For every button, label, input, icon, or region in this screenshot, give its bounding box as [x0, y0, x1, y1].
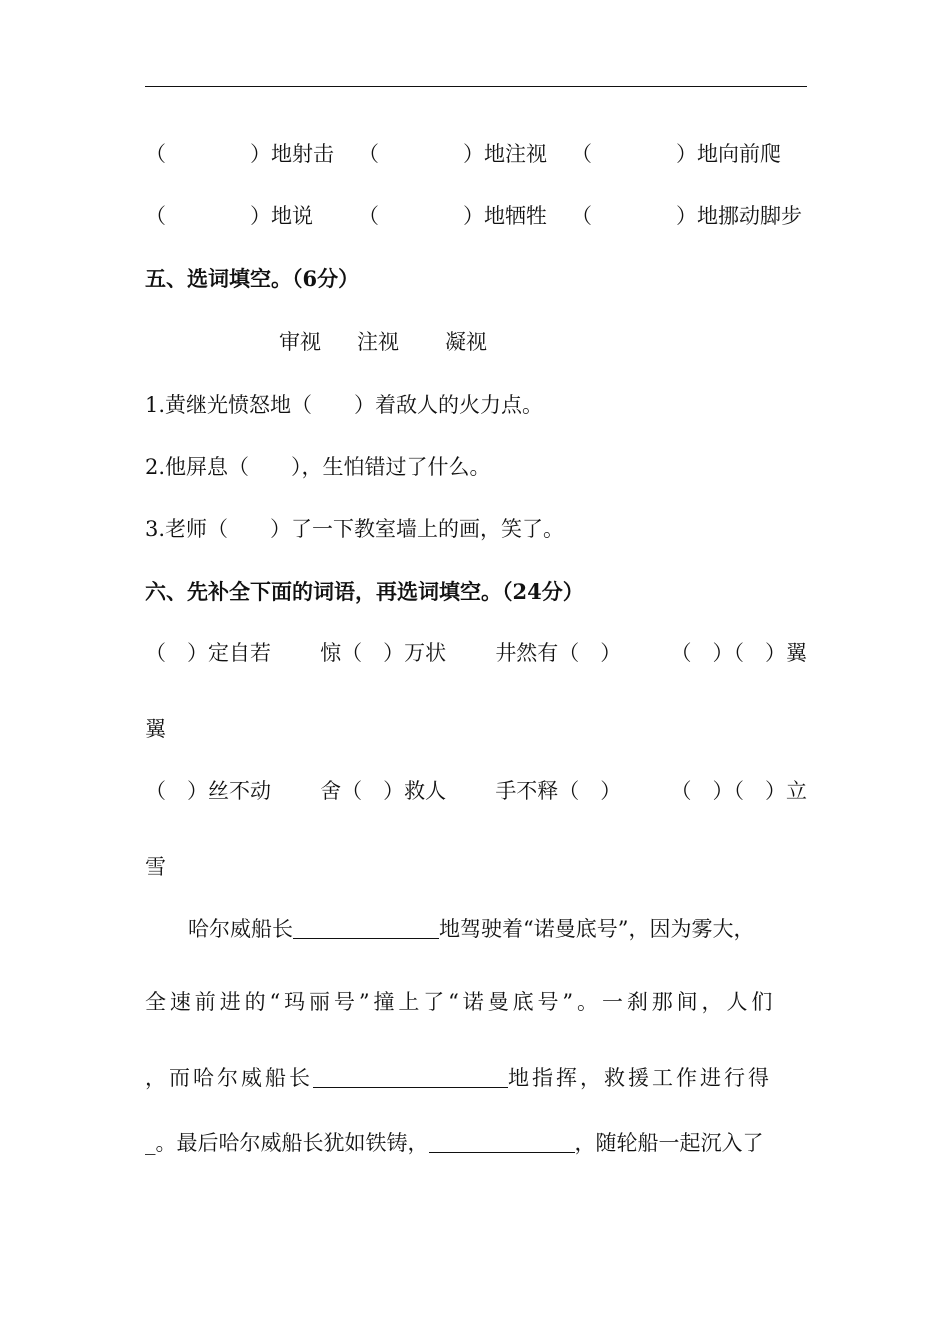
question-text: 1.黄继光愤怒地（ ）着敌人的火力点。 [145, 393, 544, 417]
word-wrap: 雪 [145, 855, 166, 879]
passage-line: 哈尔威船长 地驾驶着“诺曼底号”，因为雾大， [188, 917, 755, 941]
passage-line: ，而哈尔威船长 地指挥，救援工作进行得 [145, 1066, 772, 1090]
answer-blank[interactable] [293, 916, 439, 939]
section-title: 五、选词填空。（6分） [145, 266, 360, 291]
word-item: 井然有（ ） [495, 641, 622, 665]
word-row [145, 775, 807, 805]
word-item: 手不释（ ） [495, 779, 622, 803]
header-rule [145, 86, 807, 87]
word-option: 注视 [357, 330, 399, 354]
word-item: （ ）丝不动 [145, 779, 271, 803]
fill-item: （ ）地注视 [358, 142, 547, 166]
question-text: 2.他屏息（ ），生怕错过了什么。 [145, 455, 491, 479]
answer-blank[interactable] [313, 1065, 508, 1088]
fill-item: （ ）地挪动脚步 [571, 204, 802, 228]
word-item: （ ）（ ）翼 [670, 641, 807, 665]
word-item: 舍（ ）救人 [320, 779, 447, 803]
passage-line: 全速前进的“玛丽号”撞上了“诺曼底号”。一刹那间，人们 [145, 990, 777, 1014]
answer-blank[interactable] [429, 1130, 575, 1153]
fill-item: （ ）地射击 [145, 142, 334, 166]
passage-line: _。最后哈尔威船长犹如铁铸， ，随轮船一起沉入了 [145, 1131, 764, 1155]
word-wrap: 翼 [145, 717, 166, 741]
word-item: （ ）定自若 [145, 641, 271, 665]
section-title: 六、先补全下面的词语，再选词填空。（24分） [145, 579, 584, 604]
fill-item: （ ）地牺牲 [358, 204, 547, 228]
fill-item: （ ）地说 [145, 204, 313, 228]
question-text: 3.老师（ ）了一下教室墙上的画，笑了。 [145, 517, 565, 541]
word-item: 惊（ ）万状 [320, 641, 447, 665]
word-option: 凝视 [445, 330, 487, 354]
word-option: 审视 [279, 330, 321, 354]
word-item: （ ）（ ）立 [670, 779, 807, 803]
fill-item: （ ）地向前爬 [571, 142, 781, 166]
word-row [145, 637, 807, 667]
